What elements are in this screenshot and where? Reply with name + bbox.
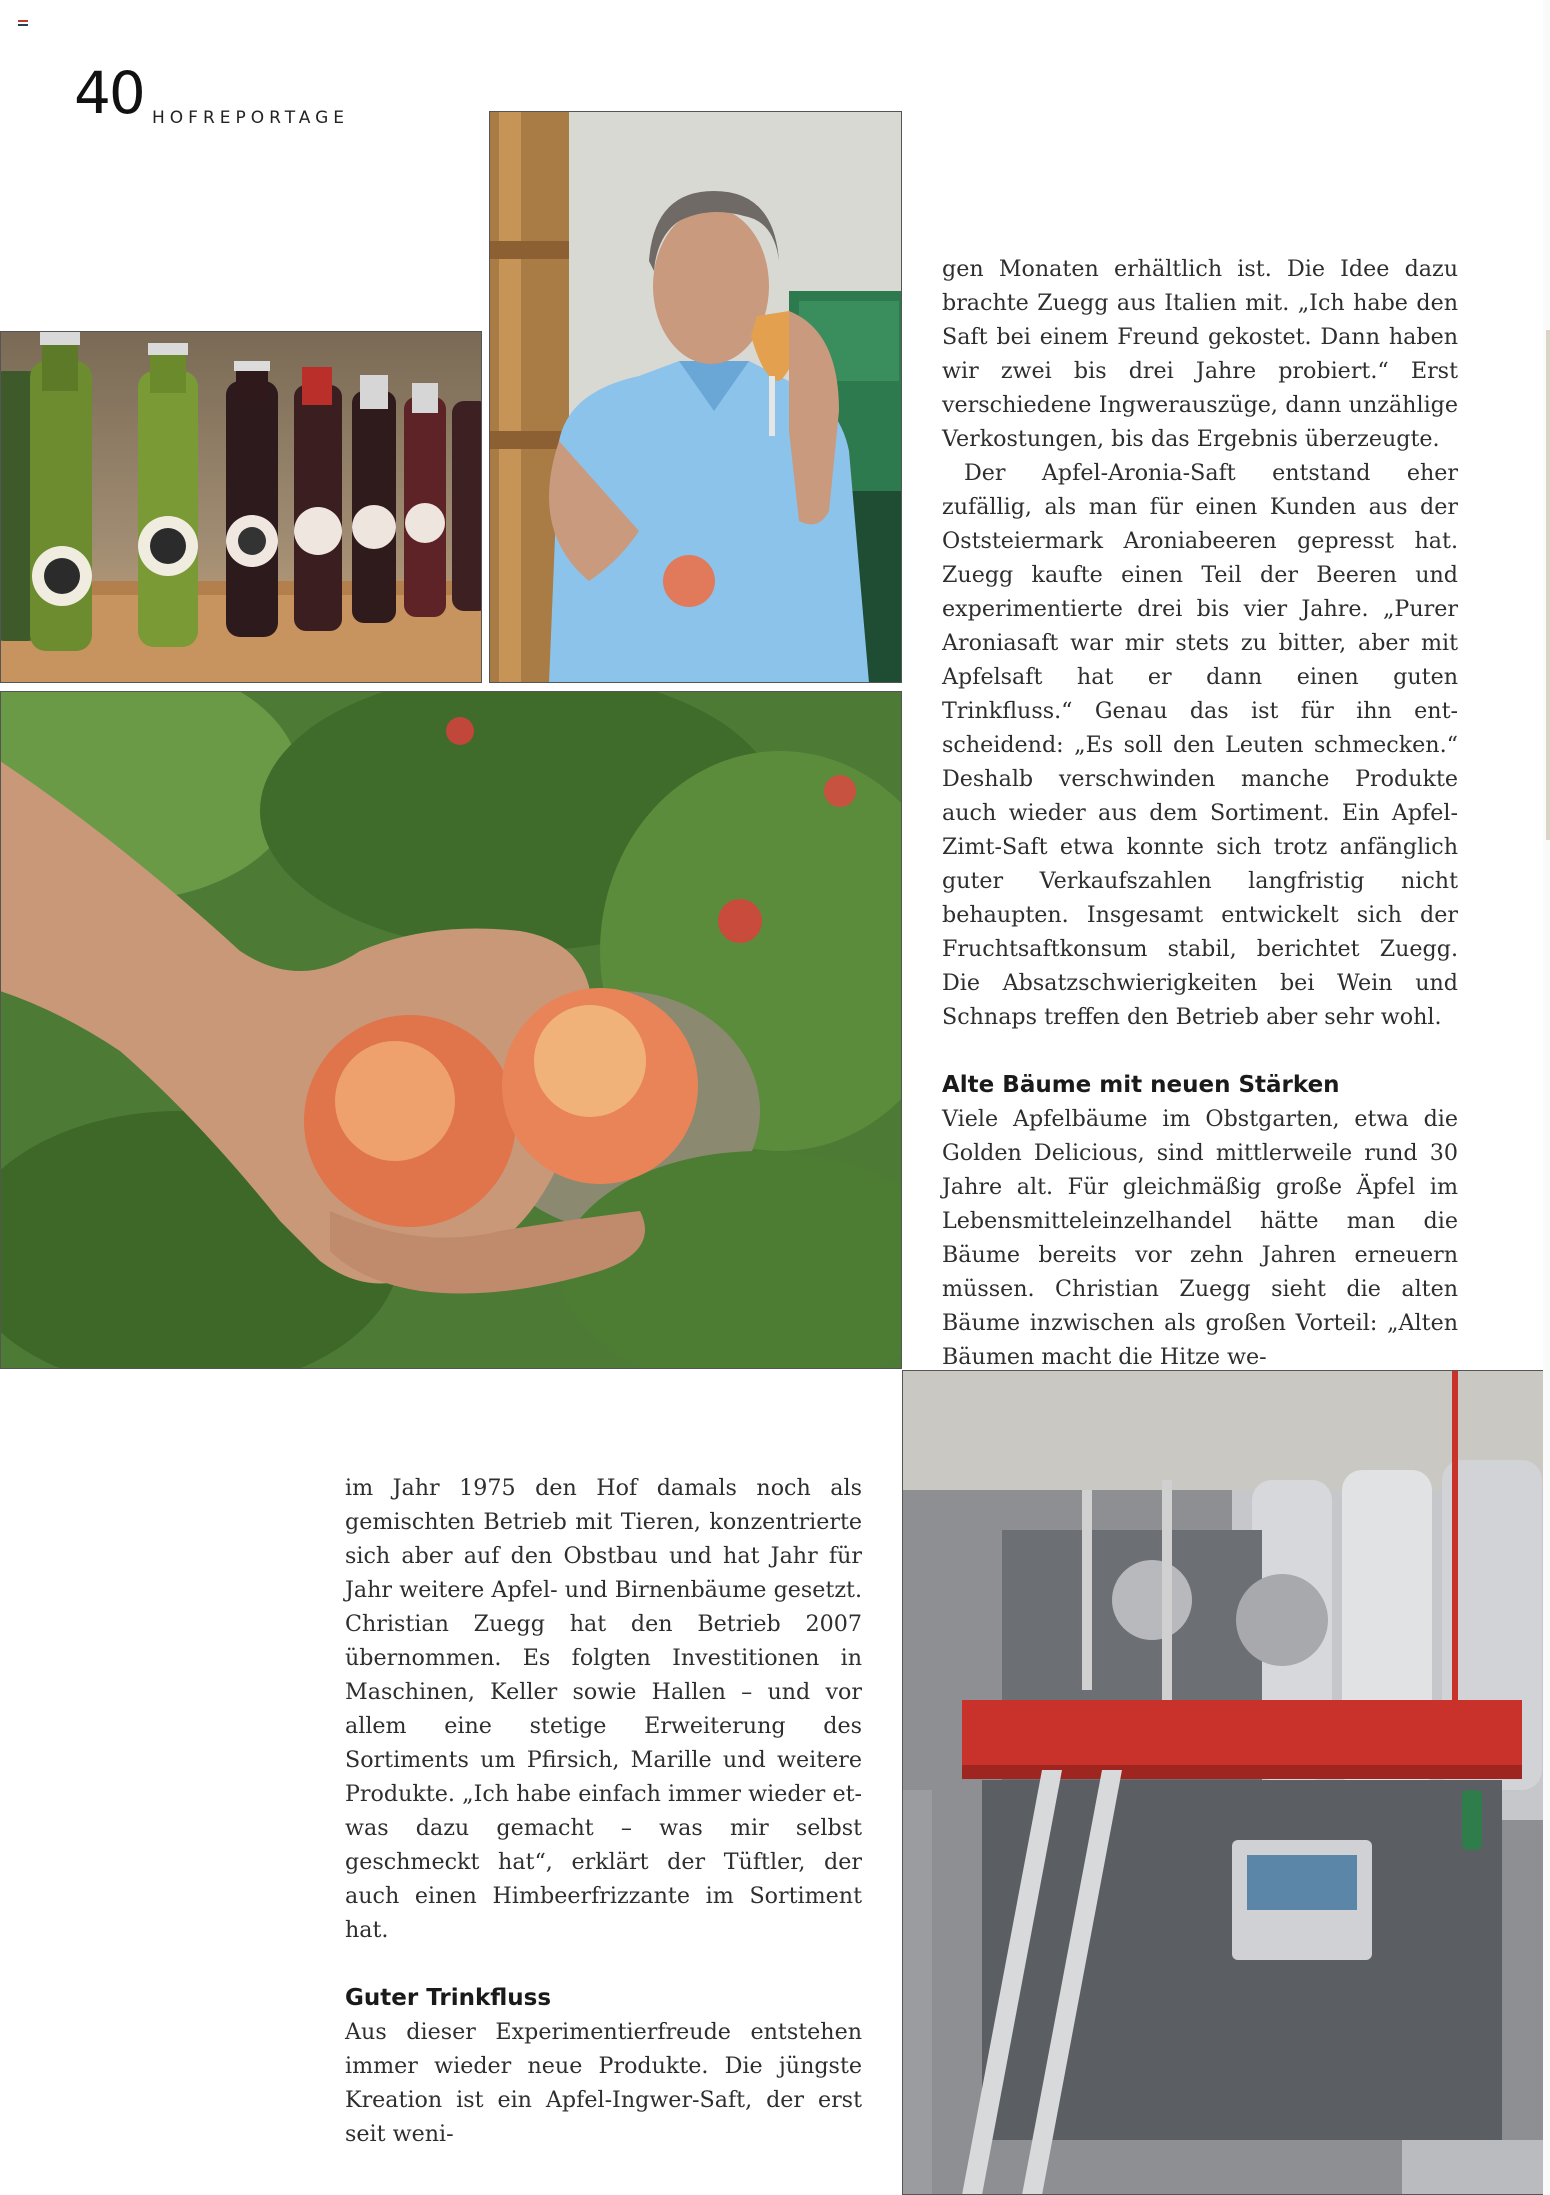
section-label: HOFREPORTAGE [152, 108, 350, 128]
article-column-left [345, 1471, 862, 2151]
man-tasting-photo [489, 111, 902, 683]
paragraph: Der Apfel-Aronia-Saft entstand eher zufällig, als man für einen Kunden aus der Oststeiermark Aroniabeeren gepresst hat. Zuegg kaufte einen Teil der Beeren und experimentierte drei bis vier Jahre. „Purer Aroniasaft war mir stets zu bitter, aber mit Apfelsaft hat er dann einen guten Trinkfluss.“ Genau das ist für ihn entscheidend: „Es soll den Leuten schmecken.“ Deshalb verschwinden manche Produkte auch wieder aus dem Sortiment. Ein Apfel-Zimt-Saft etwa konnte sich trotz anfänglich guter Verkaufszahlen langfristig nicht behaupten. Insgesamt entwickelt sich der Fruchtsaftkonsum stabil, berichtet Zuegg. Die Absatzschwierigkeiten bei Wein und Schnaps treffen den Betrieb aber sehr wohl. [942, 460, 1458, 1030]
article-column-right [942, 252, 1458, 1374]
bottles-photo [0, 331, 482, 683]
bottling-machine-photo [902, 1370, 1548, 2195]
paragraph: Viele Apfelbäume im Obstgarten, etwa die Golden Delicious, sind mittlerweile rund 30 Jahre alt. Für gleichmäßig große Äpfel im Lebensmitteleinzelhandel hätte man die Bäume bereits vor zehn Jahren erneuern müssen. Christian Zuegg sieht die alten Bäume inzwischen als großen Vorteil: „Alten Bäumen macht die Hitze we- [942, 1106, 1458, 1370]
paragraph: im Jahr 1975 den Hof damals noch als gemischten Betrieb mit Tieren, konzentrierte sich aber auf den Obstbau und hat Jahr für Jahr weitere Apfel- und Birnenbäume gesetzt. Christian Zuegg hat den Betrieb 2007 übernommen. Es folgten Investitionen in Maschinen, Keller sowie Hallen – und vor allem eine stetige Erweiterung des Sortiments um Pfirsich, Marille und weitere Produkte. „Ich habe einfach immer wieder etwas dazu gemacht – was mir selbst geschmeckt hat“, erklärt der Tüftler, der auch einen Himbeerfrizzante im Sortiment hat. [345, 1475, 862, 1943]
facing-page-edge [1546, 330, 1550, 840]
paragraph: Aus dieser Experimentierfreude entstehen immer wieder neue Produkte. Die jüngste Kreation ist ein Apfel-Ingwer-Saft, der erst seit weni- [345, 2019, 862, 2147]
flag-icon [18, 20, 28, 26]
subheading: Guter Trinkfluss [345, 1985, 552, 2011]
peaches-hand-photo [0, 691, 902, 1369]
page-number: 40 [74, 59, 144, 127]
subheading: Alte Bäume mit neuen Stärken [942, 1072, 1340, 1098]
paragraph: gen Monaten erhältlich ist. Die Idee dazu brachte Zuegg aus Italien mit. „Ich habe den Saft bei einem Freund gekostet. Dann haben wir zwei bis drei Jahre probiert.“ Erst verschiedene Ingwerauszüge, dann unzählige Verkostungen, bis das Ergebnis überzeugte. [942, 256, 1458, 452]
